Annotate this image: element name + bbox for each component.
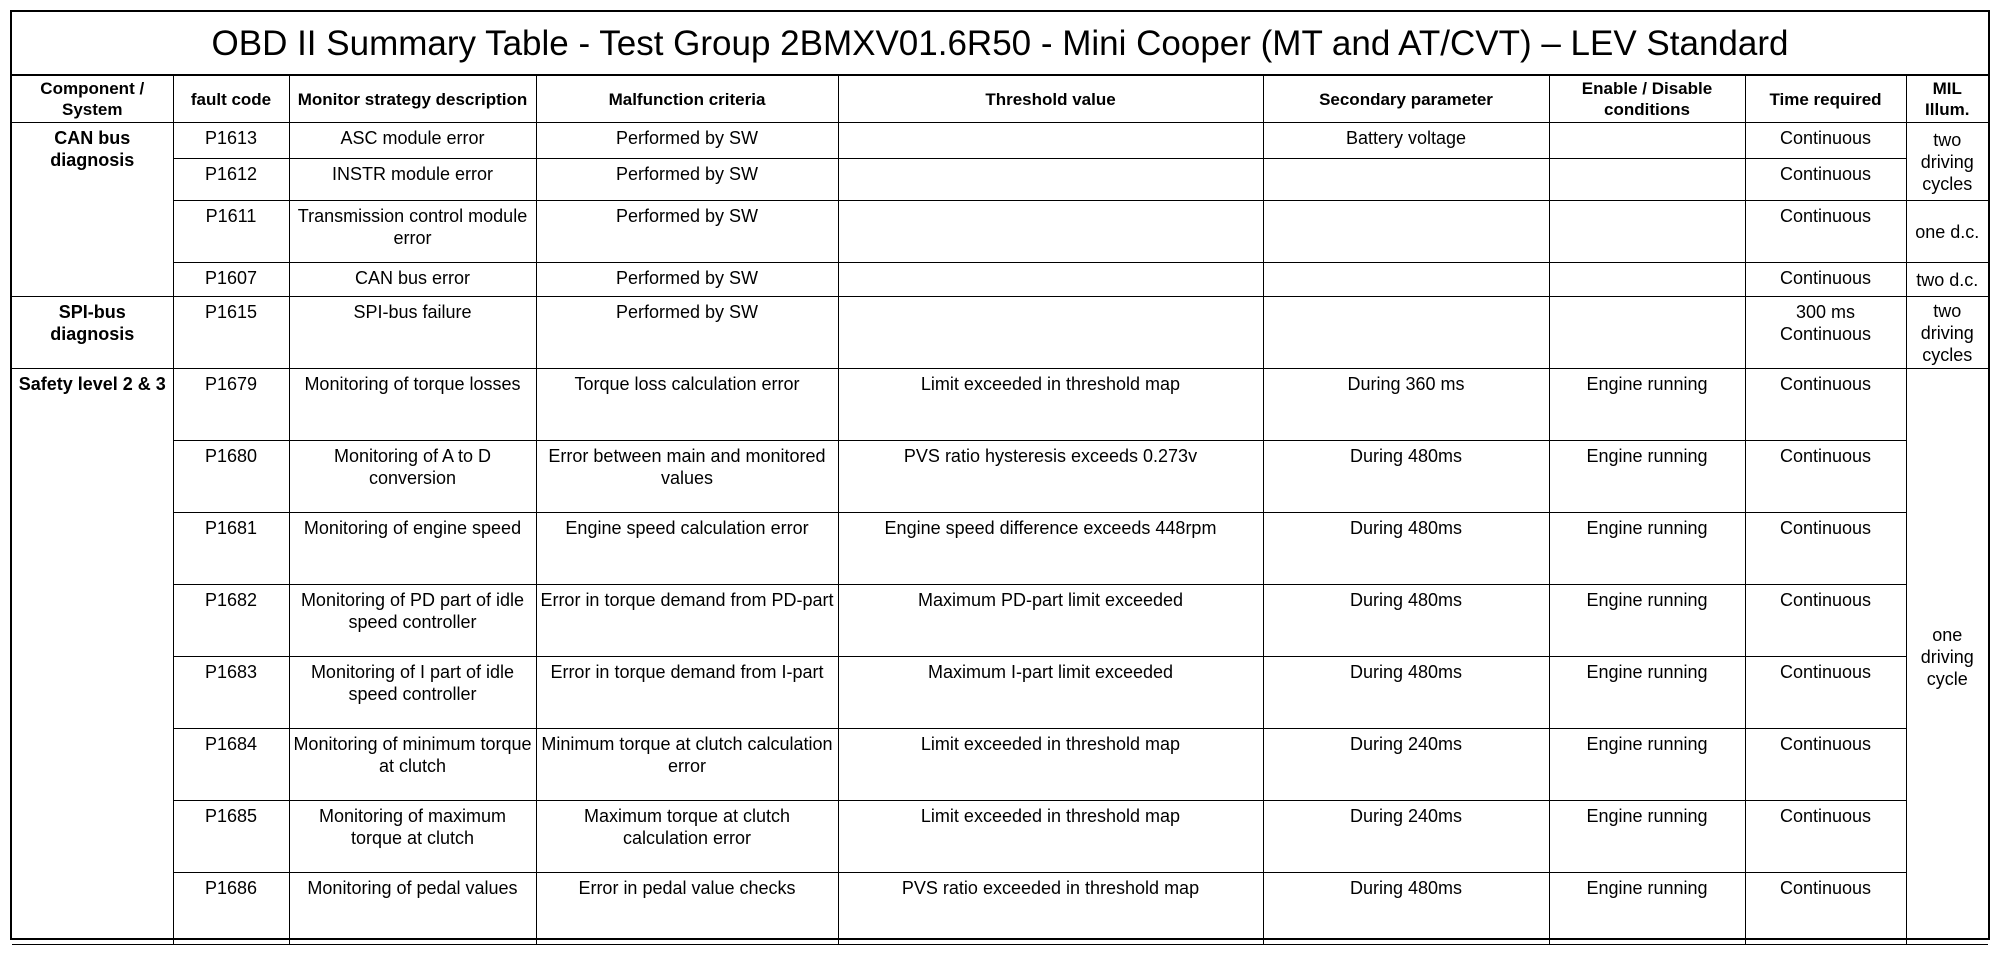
table-row (12, 263, 1988, 297)
time-cell: Continuous (1745, 729, 1906, 801)
malfunction-cell: Error in torque demand from I-part (536, 657, 838, 729)
time-cell: Continuous (1745, 657, 1906, 729)
threshold-cell: Engine speed difference exceeds 448rpm (838, 513, 1263, 585)
malfunction-cell: Performed by SW (536, 263, 838, 297)
threshold-cell (838, 201, 1263, 263)
secondary-cell (1263, 159, 1549, 201)
mil-cell: one d.c. (1906, 201, 1988, 263)
time-cell: Continuous (1745, 873, 1906, 945)
enable-cell: Engine running (1549, 441, 1745, 513)
col-header-mil: MIL Illum. (1906, 76, 1988, 123)
monitor-cell: Monitoring of A to D conversion (289, 441, 536, 513)
time-cell: Continuous (1745, 201, 1906, 263)
fault-code-cell: P1607 (173, 263, 289, 297)
time-cell: Continuous (1745, 369, 1906, 441)
secondary-cell: During 480ms (1263, 657, 1549, 729)
enable-cell (1549, 201, 1745, 263)
secondary-cell: During 480ms (1263, 441, 1549, 513)
malfunction-cell: Torque loss calculation error (536, 369, 838, 441)
secondary-cell: During 360 ms (1263, 369, 1549, 441)
time-cell: Continuous (1745, 159, 1906, 201)
fault-code-cell: P1613 (173, 123, 289, 159)
enable-cell: Engine running (1549, 729, 1745, 801)
secondary-cell (1263, 297, 1549, 369)
malfunction-cell: Maximum torque at clutch calculation error (536, 801, 838, 873)
table-row (12, 159, 1988, 201)
threshold-cell: Limit exceeded in threshold map (838, 801, 1263, 873)
enable-cell (1549, 297, 1745, 369)
fault-code-cell: P1612 (173, 159, 289, 201)
col-header-threshold: Threshold value (838, 76, 1263, 123)
table-row (12, 801, 1988, 873)
fault-code-cell: P1682 (173, 585, 289, 657)
secondary-cell: During 480ms (1263, 873, 1549, 945)
mil-cell: one driving cycle (1906, 369, 1988, 945)
threshold-cell: Limit exceeded in threshold map (838, 369, 1263, 441)
threshold-cell (838, 263, 1263, 297)
table-row (12, 201, 1988, 263)
monitor-cell: ASC module error (289, 123, 536, 159)
monitor-cell: Monitoring of minimum torque at clutch (289, 729, 536, 801)
summary-sheet (10, 10, 1990, 940)
mil-cell: two driving cycles (1906, 297, 1988, 369)
table-row (12, 123, 1988, 159)
fault-code-cell: P1683 (173, 657, 289, 729)
col-header-secondary: Secondary parameter (1263, 76, 1549, 123)
enable-cell (1549, 123, 1745, 159)
fault-code-cell: P1685 (173, 801, 289, 873)
time-cell: Continuous (1745, 513, 1906, 585)
malfunction-cell: Performed by SW (536, 159, 838, 201)
secondary-cell: During 240ms (1263, 801, 1549, 873)
secondary-cell: During 480ms (1263, 585, 1549, 657)
obd-summary-table (12, 76, 1988, 945)
threshold-cell (838, 123, 1263, 159)
time-cell: Continuous (1745, 585, 1906, 657)
fault-code-cell: P1615 (173, 297, 289, 369)
enable-cell: Engine running (1549, 585, 1745, 657)
fault-code-cell: P1679 (173, 369, 289, 441)
table-row (12, 369, 1988, 441)
table-row (12, 729, 1988, 801)
mil-cell: two d.c. (1906, 263, 1988, 297)
monitor-cell: Monitoring of pedal values (289, 873, 536, 945)
col-header-monitor: Monitor strategy description (289, 76, 536, 123)
malfunction-cell: Performed by SW (536, 297, 838, 369)
time-cell: 300 ms Continuous (1745, 297, 1906, 369)
threshold-cell: Limit exceeded in threshold map (838, 729, 1263, 801)
fault-code-cell: P1684 (173, 729, 289, 801)
col-header-component: Component / System (12, 76, 173, 123)
enable-cell: Engine running (1549, 801, 1745, 873)
fault-code-cell: P1680 (173, 441, 289, 513)
document-title: OBD II Summary Table - Test Group 2BMXV01.6R50 - Mini Cooper (MT and AT/CVT) – LEV Standard (12, 12, 1988, 76)
time-cell: Continuous (1745, 263, 1906, 297)
group-label-can-bus: CAN bus diagnosis (12, 123, 173, 297)
threshold-cell: Maximum PD-part limit exceeded (838, 585, 1263, 657)
threshold-cell: PVS ratio hysteresis exceeds 0.273v (838, 441, 1263, 513)
malfunction-cell: Error in torque demand from PD-part (536, 585, 838, 657)
secondary-cell (1263, 201, 1549, 263)
table-row (12, 585, 1988, 657)
table-row (12, 657, 1988, 729)
group-label-spi-bus: SPI-bus diagnosis (12, 297, 173, 369)
fault-code-cell: P1686 (173, 873, 289, 945)
enable-cell: Engine running (1549, 873, 1745, 945)
monitor-cell: Monitoring of torque losses (289, 369, 536, 441)
enable-cell: Engine running (1549, 513, 1745, 585)
mil-cell: two driving cycles (1906, 123, 1988, 201)
enable-cell (1549, 159, 1745, 201)
enable-cell: Engine running (1549, 369, 1745, 441)
time-cell: Continuous (1745, 801, 1906, 873)
enable-cell (1549, 263, 1745, 297)
monitor-cell: INSTR module error (289, 159, 536, 201)
header-row (12, 76, 1988, 123)
secondary-cell: During 480ms (1263, 513, 1549, 585)
time-cell: Continuous (1745, 123, 1906, 159)
table-row (12, 873, 1988, 945)
col-header-enable: Enable / Disable conditions (1549, 76, 1745, 123)
monitor-cell: Transmission control module error (289, 201, 536, 263)
threshold-cell: Maximum I-part limit exceeded (838, 657, 1263, 729)
secondary-cell: Battery voltage (1263, 123, 1549, 159)
group-label-safety-level: Safety level 2 & 3 (12, 369, 173, 945)
monitor-cell: Monitoring of PD part of idle speed controller (289, 585, 536, 657)
monitor-cell: CAN bus error (289, 263, 536, 297)
threshold-cell: PVS ratio exceeded in threshold map (838, 873, 1263, 945)
secondary-cell: During 240ms (1263, 729, 1549, 801)
col-header-malfunction: Malfunction criteria (536, 76, 838, 123)
malfunction-cell: Error in pedal value checks (536, 873, 838, 945)
fault-code-cell: P1681 (173, 513, 289, 585)
enable-cell: Engine running (1549, 657, 1745, 729)
time-cell: Continuous (1745, 441, 1906, 513)
malfunction-cell: Error between main and monitored values (536, 441, 838, 513)
threshold-cell (838, 159, 1263, 201)
malfunction-cell: Performed by SW (536, 201, 838, 263)
secondary-cell (1263, 263, 1549, 297)
table-row (12, 513, 1988, 585)
monitor-cell: Monitoring of engine speed (289, 513, 536, 585)
monitor-cell: SPI-bus failure (289, 297, 536, 369)
malfunction-cell: Minimum torque at clutch calculation error (536, 729, 838, 801)
malfunction-cell: Engine speed calculation error (536, 513, 838, 585)
monitor-cell: Monitoring of maximum torque at clutch (289, 801, 536, 873)
threshold-cell (838, 297, 1263, 369)
fault-code-cell: P1611 (173, 201, 289, 263)
table-row (12, 441, 1988, 513)
malfunction-cell: Performed by SW (536, 123, 838, 159)
col-header-fault-code: fault code (173, 76, 289, 123)
col-header-time: Time required (1745, 76, 1906, 123)
monitor-cell: Monitoring of I part of idle speed controller (289, 657, 536, 729)
table-row (12, 297, 1988, 369)
